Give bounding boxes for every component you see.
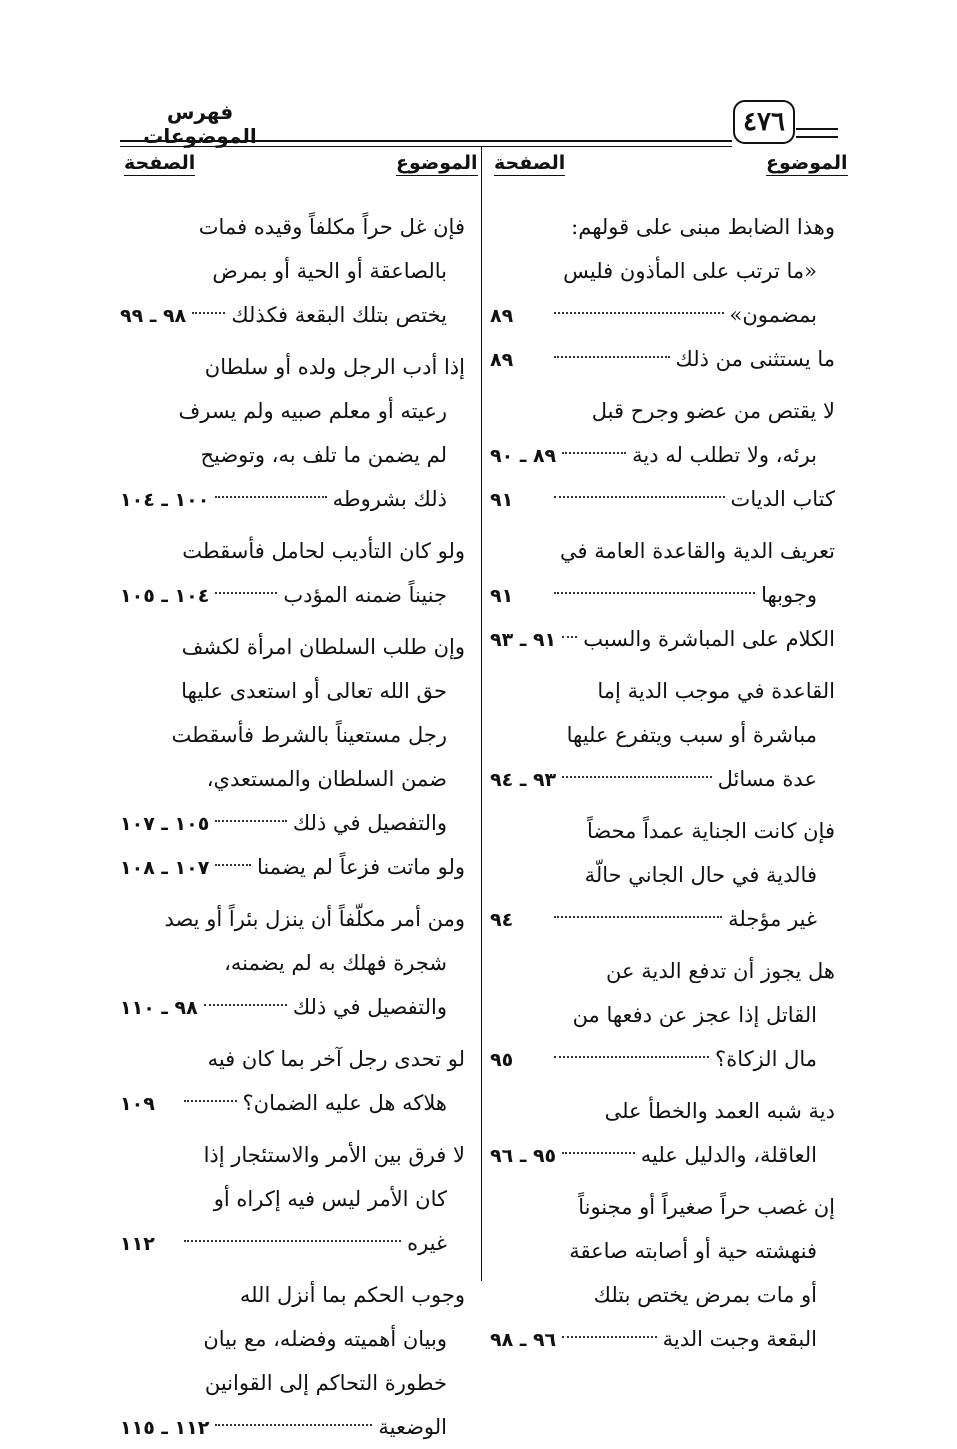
page-reference: ١٠٥ ـ ١٠٧ <box>120 813 210 835</box>
entry-text: عدة مسائل <box>717 767 817 791</box>
entry-text: العاقلة، والدليل عليه <box>640 1143 817 1167</box>
entry-text: خطورة التحاكم إلى القوانين <box>204 1371 447 1395</box>
index-entry <box>120 205 465 337</box>
entry-line-with-page <box>490 757 835 801</box>
entry-line-with-page <box>120 573 465 617</box>
entry-text: إذا أدب الرجل ولده أو سلطان <box>204 355 465 379</box>
index-entry <box>120 345 465 521</box>
entry-line-with-page <box>120 845 465 889</box>
column-divider <box>481 146 482 1281</box>
dot-leader <box>562 776 711 778</box>
page-reference: ١٠٩ <box>120 1093 155 1115</box>
entry-text: وبيان أهميته وفضله، مع بيان <box>203 1327 447 1351</box>
entry-text: دية شبه العمد والخطأ على <box>604 1099 835 1123</box>
entry-text: أو مات بمرض يختص بتلك <box>593 1283 817 1307</box>
entry-text: ذلك بشروطه <box>332 487 447 511</box>
entry-text: وإن طلب السلطان امرأة لكشف <box>181 635 465 659</box>
index-entry <box>120 529 465 617</box>
page-reference: ٨٩ <box>490 349 514 371</box>
index-entry <box>120 845 465 889</box>
index-entry <box>490 1089 835 1177</box>
index-entry <box>490 529 835 617</box>
entry-text: هلاكه هل عليه الضمان؟ <box>242 1091 447 1115</box>
entry-text: لا يقتص من عضو وجرح قبل <box>591 399 835 423</box>
dot-leader <box>184 1240 401 1242</box>
entry-text: والتفصيل في ذلك <box>292 811 447 835</box>
entry-text: والتفصيل في ذلك <box>292 995 447 1019</box>
entry-text: رجل مستعيناً بالشرط فأسقطت <box>171 723 447 747</box>
entry-text: كان الأمر ليس فيه إكراه أو <box>213 1187 447 1211</box>
page-reference: ١١٢ <box>120 1233 155 1255</box>
entry-line-with-page <box>120 1405 465 1449</box>
page-reference: ٩١ <box>490 585 514 607</box>
index-entry <box>490 337 835 381</box>
entry-line-with-page <box>120 985 465 1029</box>
entry-text: لم يضمن ما تلف به، وتوضيح <box>200 443 447 467</box>
entry-text: يختص بتلك البقعة فكذلك <box>231 303 447 327</box>
entry-line-with-page <box>490 477 835 521</box>
index-entry <box>120 1273 465 1449</box>
page-reference: ١٠٠ ـ ١٠٤ <box>120 489 210 511</box>
index-entry <box>490 389 835 477</box>
page-number: ٤٧٦ <box>733 100 795 144</box>
page-reference: ٩٦ ـ ٩٨ <box>490 1329 557 1351</box>
entry-text: ما يستثنى من ذلك <box>675 347 835 371</box>
entry-text: برئه، ولا تطلب له دية <box>632 443 817 467</box>
page-reference: ٩٨ ـ ١١٠ <box>120 997 198 1019</box>
entry-text: «ما ترتب على المأذون فليس <box>563 259 817 283</box>
index-entry <box>490 949 835 1081</box>
dot-leader <box>554 592 755 594</box>
entry-text: وهذا الضابط مبنى على قولهم: <box>571 215 835 239</box>
page-reference: ٩٥ ـ ٩٦ <box>490 1145 557 1167</box>
entry-text: وجوبها <box>761 583 817 607</box>
entry-line-with-page <box>490 433 835 477</box>
index-entry <box>490 205 835 337</box>
page-reference: ٩٥ <box>490 1049 514 1071</box>
entry-line-with-page <box>120 293 465 337</box>
page-reference: ٩١ ـ ٩٣ <box>490 629 557 651</box>
entry-text: رعيته أو معلم صبيه ولم يسرف <box>178 399 447 423</box>
page-reference: ٨٩ ـ ٩٠ <box>490 445 557 467</box>
index-entry <box>120 1037 465 1125</box>
entry-text: مال الزكاة؟ <box>715 1047 817 1071</box>
entry-text: القاتل إذا عجز عن دفعها من <box>572 1003 817 1027</box>
dot-leader <box>562 1152 635 1154</box>
page-reference: ١١٢ ـ ١١٥ <box>120 1417 210 1439</box>
header-rule-right-top <box>796 128 838 130</box>
dot-leader <box>554 496 725 498</box>
dot-leader <box>215 592 277 594</box>
entry-line-with-page <box>490 293 835 337</box>
dot-leader <box>215 1424 372 1426</box>
entry-text: الوضعية <box>378 1415 447 1439</box>
page-reference: ٩٨ ـ ٩٩ <box>120 305 187 327</box>
dot-leader <box>192 312 225 314</box>
index-entry <box>490 477 835 521</box>
entry-line-with-page <box>490 337 835 381</box>
entry-text: فإن غل حراً مكلفاً وقيده فمات <box>198 215 465 239</box>
dot-leader <box>562 636 577 638</box>
running-title: فهرس الموضوعات <box>143 100 257 148</box>
right-topic-header: الموضوع <box>766 152 848 174</box>
entry-line-with-page <box>120 801 465 845</box>
right-page-header: الصفحة <box>494 152 566 174</box>
index-entry <box>490 617 835 661</box>
entry-text: بمضمون» <box>729 303 817 327</box>
page-reference: ٩٣ ـ ٩٤ <box>490 769 557 791</box>
entry-text: ولو ماتت فزعاً لم يضمنا <box>256 855 465 879</box>
entry-line-with-page <box>490 897 835 941</box>
entry-text: القاعدة في موجب الدية إما <box>597 679 835 703</box>
entry-text: كتاب الديات <box>730 487 835 511</box>
entry-text: شجرة فهلك به لم يضمنه، <box>224 951 447 975</box>
entry-text: غير مؤجلة <box>728 907 817 931</box>
entry-text: حق الله تعالى أو استعدى عليها <box>181 679 447 703</box>
entry-text: مباشرة أو سبب ويتفرع عليها <box>566 723 817 747</box>
entry-text: جنيناً ضمنه المؤدب <box>283 583 447 607</box>
entry-line-with-page <box>490 573 835 617</box>
dot-leader <box>554 312 724 314</box>
page-reference: ٩٤ <box>490 909 514 931</box>
index-entry <box>490 1185 835 1361</box>
dot-leader <box>215 864 251 866</box>
entry-line-with-page <box>490 1133 835 1177</box>
entry-text: فإن كانت الجناية عمداً محضاً <box>587 819 835 843</box>
entry-text: ومن أمر مكلّفاً أن ينزل بئراً أو يصد <box>164 907 465 931</box>
left-topic-header: الموضوع <box>396 152 478 174</box>
dot-leader <box>184 1100 237 1102</box>
dot-leader <box>554 356 670 358</box>
entry-text: بالصاعقة أو الحية أو بمرض <box>212 259 447 283</box>
page-reference: ١٠٧ ـ ١٠٨ <box>120 857 210 879</box>
entry-line-with-page <box>120 1081 465 1125</box>
entry-line-with-page <box>490 1317 835 1361</box>
entry-line-with-page <box>120 477 465 521</box>
page-reference: ٩١ <box>490 489 514 511</box>
entry-text: ضمن السلطان والمستعدي، <box>206 767 447 791</box>
entry-text: لا فرق بين الأمر والاستئجار إذا <box>203 1143 465 1167</box>
entry-text: لو تحدى رجل آخر بما كان فيه <box>207 1047 465 1071</box>
entry-text: إن غصب حراً صغيراً أو مجنوناً <box>578 1195 835 1219</box>
page-reference: ٨٩ <box>490 305 514 327</box>
entry-line-with-page <box>120 1221 465 1265</box>
index-entry <box>120 625 465 845</box>
dot-leader <box>215 820 287 822</box>
left-index-column <box>120 205 465 1449</box>
header-rule-right-bottom <box>796 136 838 138</box>
entry-text: البقعة وجبت الدية <box>662 1327 817 1351</box>
entry-text: ولو كان التأديب لحامل فأسقطت <box>182 539 465 563</box>
entry-text: فنهشته حية أو أصابته صاعقة <box>569 1239 817 1263</box>
dot-leader <box>562 452 626 454</box>
index-entry <box>120 897 465 1029</box>
entry-text: هل يجوز أن تدفع الدية عن <box>606 959 835 983</box>
dot-leader <box>554 1056 709 1058</box>
entry-text: فالدية في حال الجاني حالّة <box>584 863 817 887</box>
right-index-column <box>490 205 835 1361</box>
dot-leader <box>554 916 722 918</box>
dot-leader <box>215 496 326 498</box>
page-reference: ١٠٤ ـ ١٠٥ <box>120 585 210 607</box>
left-page-header: الصفحة <box>124 152 196 174</box>
index-entry <box>120 1133 465 1265</box>
entry-text: الكلام على المباشرة والسبب <box>583 627 835 651</box>
dot-leader <box>204 1004 287 1006</box>
entry-text: تعريف الدية والقاعدة العامة في <box>560 539 835 563</box>
dot-leader <box>562 1336 656 1338</box>
entry-text: غيره <box>407 1231 447 1255</box>
entry-line-with-page <box>490 617 835 661</box>
index-entry <box>490 809 835 941</box>
index-entry <box>490 669 835 801</box>
entry-text: وجوب الحكم بما أنزل الله <box>239 1283 465 1307</box>
entry-line-with-page <box>490 1037 835 1081</box>
